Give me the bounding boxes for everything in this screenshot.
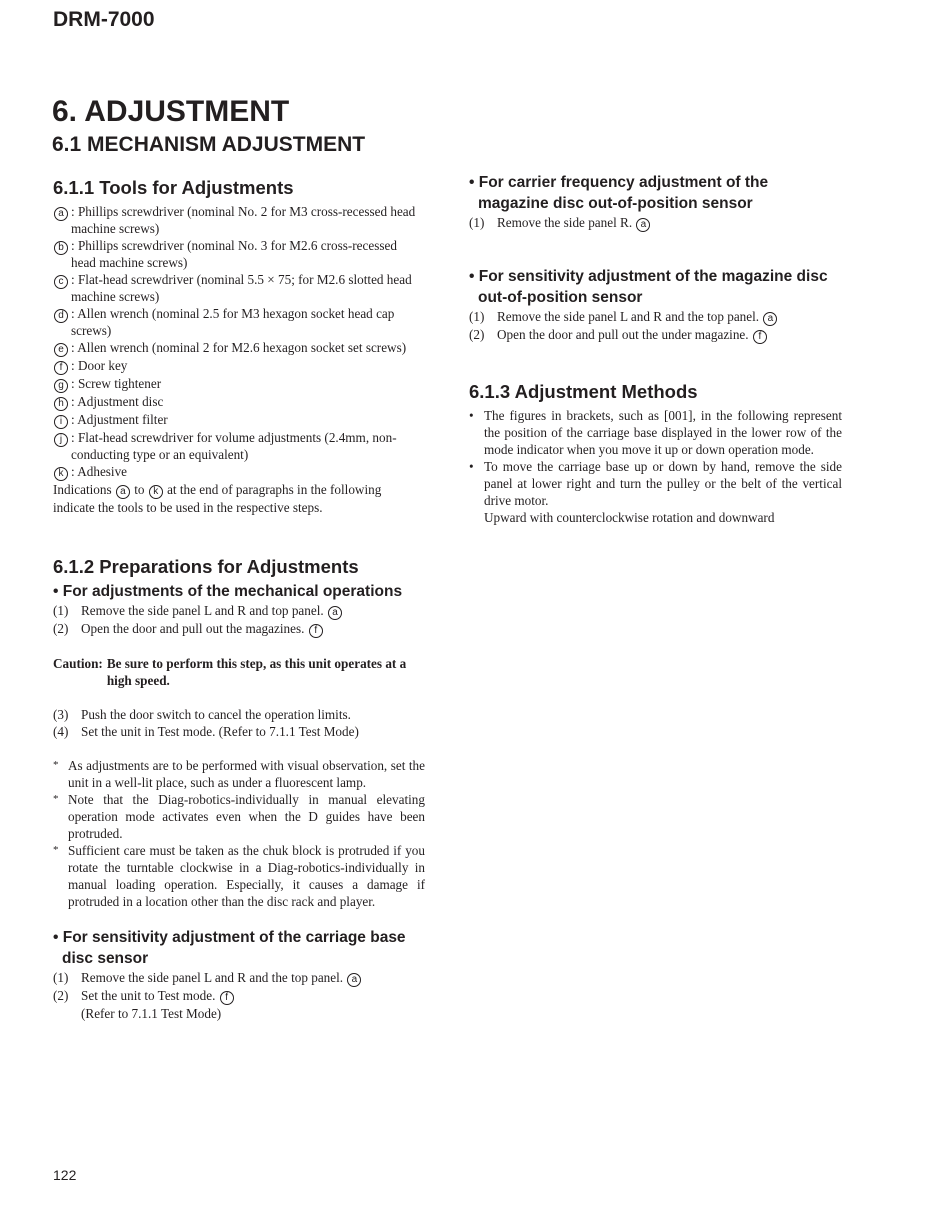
step-item: [469, 308, 842, 326]
caution-note: [53, 655, 425, 689]
tool-text: : Screw tightener: [71, 376, 162, 391]
step-number: (1): [53, 970, 69, 985]
note-item: [53, 842, 425, 910]
tool-item: [53, 411, 425, 429]
step-item: [53, 987, 425, 1022]
note-text: Sufficient care must be taken as the chuk block is protruded if you rotate the turntable clockwise in a Diag-robotics-individually in manual loading operation. Especially, it causes a damage if protruded in a location other than the disc rack and player.: [68, 843, 425, 909]
right-column: [469, 172, 842, 526]
methods-bullets: [469, 407, 842, 526]
tool-letter: a: [763, 312, 777, 326]
carriage-heading: • For sensitivity adjustment of the carriage base disc sensor: [53, 929, 406, 967]
tool-letter: a: [116, 485, 130, 499]
note-mark: *: [53, 844, 59, 856]
tool-text: : Adjustment disc: [71, 394, 164, 409]
tool-letter: k: [149, 485, 163, 499]
tool-letter: e: [54, 343, 68, 357]
carriage-steps: [53, 969, 425, 1022]
tools-note-text: Indications: [53, 482, 112, 497]
mech-steps-2: [53, 706, 425, 740]
bullet-text: To move the carriage base up or down by hand, remove the side panel at lower right and turn the pulley or the belt of the vertical drive motor.: [484, 459, 842, 508]
tool-item: [53, 393, 425, 411]
note-mark: *: [53, 793, 59, 805]
tools-note: [53, 481, 425, 516]
tool-letter: f: [309, 624, 323, 638]
mech-heading: • For adjustments of the mechanical operations: [53, 583, 403, 600]
tools-heading: 6.1.1 Tools for Adjustments: [53, 177, 294, 198]
tool-item: [53, 339, 425, 357]
carrier-heading: • For carrier frequency adjustment of the magazine disc out-of-position sensor: [469, 174, 769, 212]
note-text: As adjustments are to be performed with visual observation, set the unit in a well-lit place, such as under a fluorescent lamp.: [68, 758, 425, 790]
step-text: Open the door and pull out the under magazine.: [497, 327, 749, 342]
tool-letter: a: [328, 606, 342, 620]
step-text: Open the door and pull out the magazines.: [81, 621, 305, 636]
step-text: Push the door switch to cancel the operation limits.: [81, 707, 351, 722]
note-item: [53, 791, 425, 842]
tool-letter: i: [54, 415, 68, 429]
step-number: (3): [53, 707, 69, 722]
tool-letter: j: [54, 433, 68, 447]
tool-text: : Phillips screwdriver (nominal No. 2 for M3 cross-recessed head machine screws): [71, 204, 416, 236]
methods-heading: 6.1.3 Adjustment Methods: [469, 381, 698, 402]
step-text: Set the unit in Test mode. (Refer to 7.1.1 Test Mode): [81, 724, 359, 739]
tools-note-text: to: [134, 482, 145, 497]
tool-item: [53, 203, 425, 237]
tool-item: [53, 357, 425, 375]
bullet-item: [469, 407, 842, 458]
sensitivity-steps: [469, 308, 842, 344]
sensitivity-heading: • For sensitivity adjustment of the magazine disc out-of-position sensor: [469, 268, 828, 306]
step-number: (1): [469, 309, 485, 324]
caution-text: Be sure to perform this step, as this unit operates at a high speed.: [106, 656, 407, 688]
step-text: Remove the side panel L and R and top panel.: [81, 603, 324, 618]
tool-text: : Phillips screwdriver (nominal No. 3 for M2.6 cross-recessed head machine screws): [71, 238, 397, 270]
carrier-steps: [469, 214, 842, 232]
tool-text: : Flat-head screwdriver for volume adjustments (2.4mm, non-conducting type or an equivalent): [71, 430, 397, 462]
step-number: (1): [469, 215, 485, 230]
model-name: DRM-7000: [53, 8, 155, 31]
step-number: (1): [53, 603, 69, 618]
mech-steps: [53, 602, 425, 638]
tool-text: : Door key: [71, 358, 128, 373]
tool-text: : Adhesive: [71, 464, 128, 479]
tool-text: : Flat-head screwdriver (nominal 5.5 × 75; for M2.6 slotted head machine screws): [71, 272, 412, 304]
tool-letter: g: [54, 379, 68, 393]
tool-letter: b: [54, 241, 68, 255]
tool-letter: a: [347, 973, 361, 987]
tool-item: [53, 463, 425, 481]
tool-text: : Allen wrench (nominal 2 for M2.6 hexagon socket set screws): [71, 340, 407, 355]
step-item: [53, 723, 425, 740]
bullet-text: The figures in brackets, such as [001], in the following represent the position of the carriage base displayed in the lower row of the mode indicator when you move it up or down operation mode.: [484, 408, 842, 457]
caution-label: Caution:: [53, 656, 103, 671]
left-column: [53, 176, 425, 1022]
tool-letter: a: [54, 207, 68, 221]
bullet-item: [469, 458, 842, 509]
tool-text: : Adjustment filter: [71, 412, 168, 427]
tools-note-text: at the end of paragraphs in the following indicate the tools to be used in the respective steps.: [53, 482, 382, 515]
tools-list: [53, 203, 425, 516]
note-text: Note that the Diag-robotics-individually in manual elevating operation mode activates even when the D guides have been protruded.: [68, 792, 425, 841]
chapter-title: 6. ADJUSTMENT: [52, 95, 290, 128]
tool-item: [53, 375, 425, 393]
tool-item: [53, 271, 425, 305]
tool-letter: f: [753, 330, 767, 344]
tool-letter: a: [636, 218, 650, 232]
step-text: Remove the side panel L and R and the top panel.: [81, 970, 344, 985]
tool-letter: c: [54, 275, 68, 289]
mech-notes: [53, 757, 425, 910]
step-number: (2): [53, 621, 69, 636]
tool-letter: k: [54, 467, 68, 481]
step-number: (2): [53, 988, 69, 1003]
step-item: [469, 214, 842, 232]
section-title: 6.1 MECHANISM ADJUSTMENT: [52, 133, 366, 156]
note-mark: *: [53, 759, 59, 771]
step-item: [469, 326, 842, 344]
tool-item: [53, 429, 425, 463]
step-number: (4): [53, 724, 69, 739]
step-extra: (Refer to 7.1.1 Test Mode): [81, 1006, 222, 1021]
bullet-mark: •: [469, 459, 474, 474]
methods-tail: Upward with counterclockwise rotation and downward: [484, 510, 775, 525]
bullet-mark: •: [469, 408, 474, 423]
step-text: Remove the side panel L and R and the top panel.: [497, 309, 760, 324]
note-item: [53, 757, 425, 791]
tool-text: : Allen wrench (nominal 2.5 for M3 hexagon socket head cap screws): [71, 306, 395, 338]
tool-letter: f: [54, 361, 68, 375]
tool-letter: h: [54, 397, 68, 411]
step-number: (2): [469, 327, 485, 342]
step-item: [53, 706, 425, 723]
page-number: 122: [53, 1167, 77, 1183]
tool-letter: d: [54, 309, 68, 323]
prep-heading: 6.1.2 Preparations for Adjustments: [53, 556, 359, 577]
tool-item: [53, 237, 425, 271]
step-text: Remove the side panel R.: [497, 215, 633, 230]
tool-letter: f: [220, 991, 234, 1005]
step-item: [53, 969, 425, 987]
step-item: [53, 620, 425, 638]
step-text: Set the unit to Test mode.: [81, 988, 216, 1003]
tool-item: [53, 305, 425, 339]
step-item: [53, 602, 425, 620]
